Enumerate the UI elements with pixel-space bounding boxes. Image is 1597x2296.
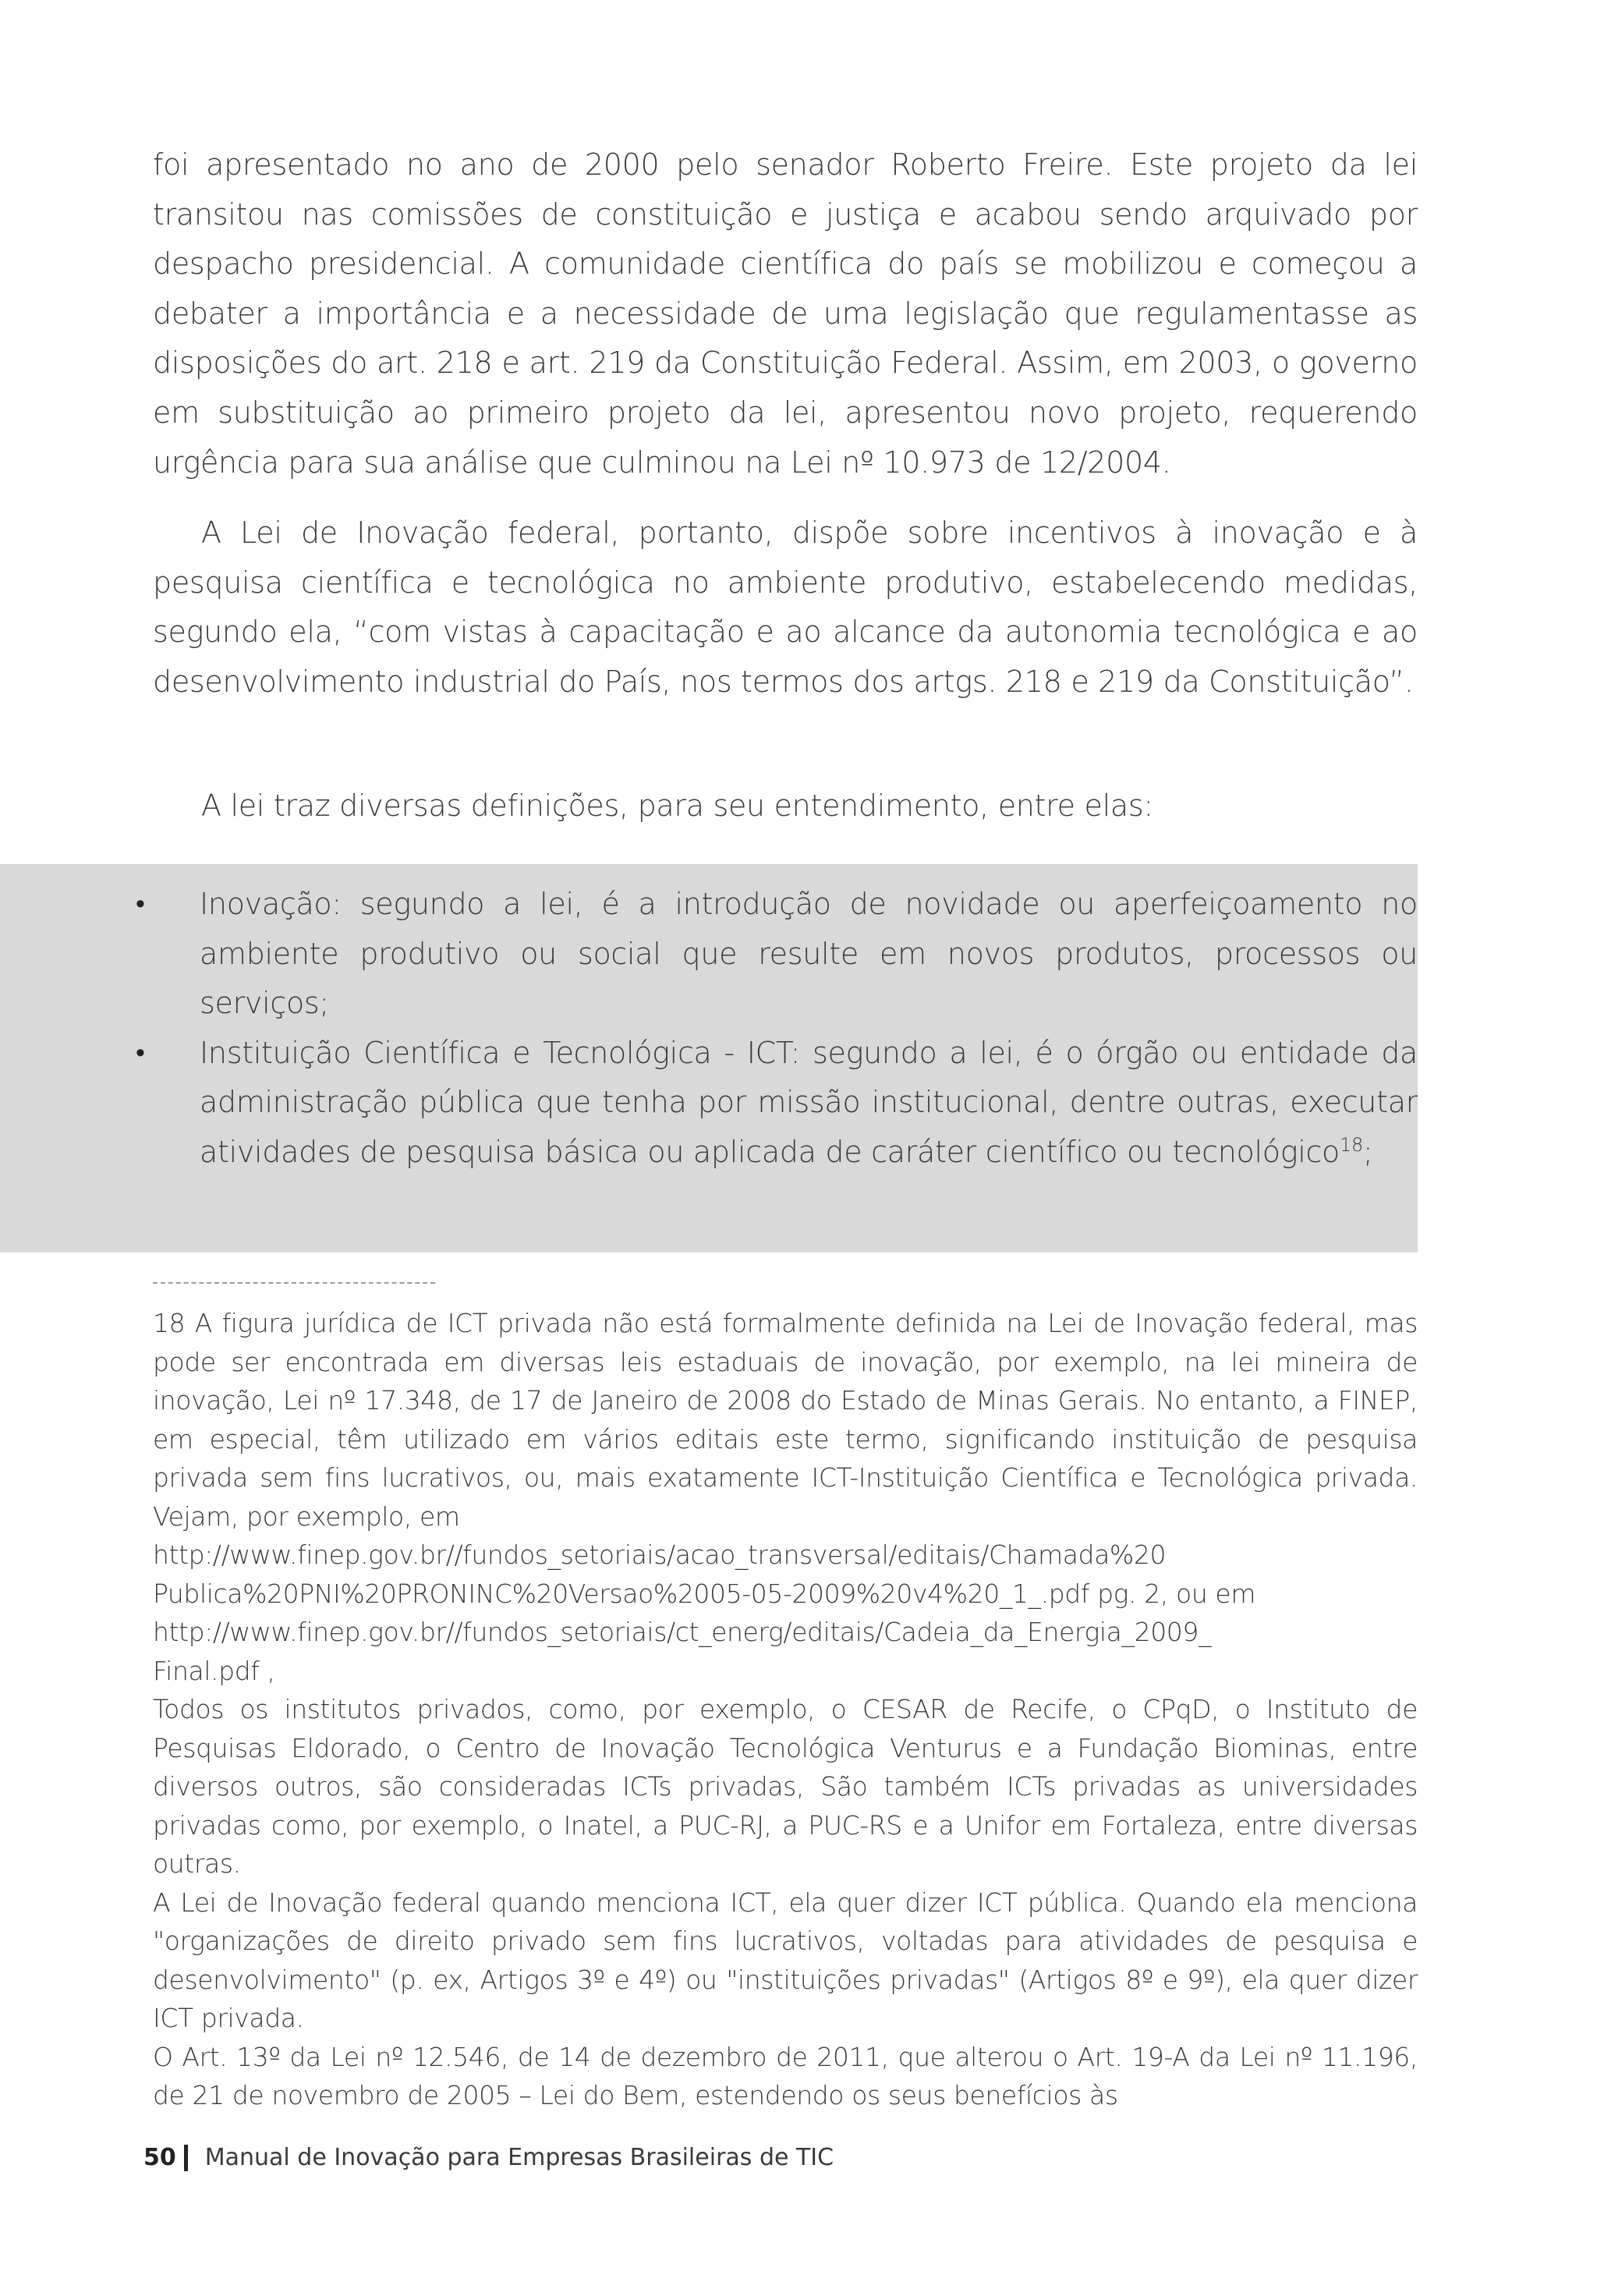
footnote-paragraph-4: O Art. 13º da Lei nº 12.546, de 14 de dezembro de 2011, que alterou o Art. 19-A da Lei nº 11.196, de 21 de novembro de 2005 – Lei do Bem, estendendo os seus benefícios às bbox=[153, 2041, 1418, 2110]
paragraph-text: A lei traz diversas definições, para seu entendimento, entre elas: bbox=[201, 788, 1153, 823]
definition-text: Instituição Científica e Tecnológica - ICT: segundo a lei, é o órgão ou entidade da administração pública que tenha por missão institucional, dentre outras, executar atividades de pesquisa básica ou aplicada de caráter científico ou tecnológico bbox=[200, 1035, 1418, 1169]
paragraph-text: foi apresentado no ano de 2000 pelo senador Roberto Freire. Este projeto da lei transitou nas comissões de constituição e justiça e acabou sendo arquivado por despacho presidencial. A comunidade científica do país se mobilizou e começou a debater a importância e a necessidade de uma legislação que regulamentasse as disposições do art. 218 e art. 219 da Constituição Federal. Assim, em 2003, o governo em substituição ao primeiro projeto da lei, apresentou novo projeto, requerendo urgência para sua análise que culminou na Lei nº 10.973 de 12/2004. bbox=[153, 147, 1418, 480]
definitions-list bbox=[136, 880, 1418, 1178]
paragraph-text: A Lei de Inovação federal, portanto, dispõe sobre incentivos à inovação e à pesquisa científica e tecnológica no ambiente produtivo, estabelecendo medidas, segundo ela, “com vistas à capacitação e ao alcance da autonomia tecnológica e ao desenvolvimento industrial do País, nos termos dos artgs. 218 e 219 da Constituição”. bbox=[153, 516, 1418, 699]
footnote-paragraph-3: A Lei de Inovação federal quando menciona ICT, ela quer dizer ICT pública. Quando ela menciona "organizações de direito privado sem fins lucrativos, voltadas para atividades de pesquisa e desenvolvimento" (p. ex, Artigos 3º e 4º) ou "instituições privadas" (Artigos 8º e 9º), ela quer dizer ICT privada. bbox=[153, 1887, 1418, 2033]
footnote-block bbox=[153, 1304, 1418, 2115]
footnote-link-2-line-2[interactable]: Final.pdf , bbox=[153, 1655, 275, 1686]
footnote-paragraph-2: Todos os institutos privados, como, por exemplo, o CESAR de Recife, o CPqD, o Instituto de Pesquisas Eldorado, o Centro de Inovação Tecnológica Venturus e a Fundação Biominas, entre diversos outros, são consideradas ICTs privadas, São também ICTs privadas as universidades privadas como, por exemplo, o Inatel, a PUC-RJ, a PUC-RS e a Unifor em Fortaleza, entre diversas outras. bbox=[153, 1694, 1418, 1879]
body-paragraph-2 bbox=[153, 508, 1418, 707]
body-paragraph-3 bbox=[153, 781, 1418, 831]
definition-item-ict bbox=[136, 1029, 1418, 1178]
footnote-link-1-line-2[interactable]: Publica%20PNI%20PRONINC%20Versao%2005-05-2009%20v4%20_1_.pdf pg. 2, ou em bbox=[153, 1578, 1256, 1609]
footnote-link-2-line-1[interactable]: http://www.finep.gov.br//fundos_setoriais/ct_energ/editais/Cadeia_da_Energia_2009_ bbox=[153, 1617, 1212, 1647]
definitions-callout-box bbox=[0, 864, 1418, 1253]
footnote-reference[interactable]: 18 bbox=[1340, 1133, 1363, 1156]
footnote-divider bbox=[153, 1282, 435, 1284]
bullet-icon: • bbox=[136, 1036, 145, 1068]
definition-terminator: ; bbox=[1362, 1134, 1373, 1169]
publication-title: Manual de Inovação para Empresas Brasileiras de TIC bbox=[204, 2144, 834, 2171]
footer-separator bbox=[184, 2145, 188, 2171]
footnote-link-1-line-1[interactable]: http://www.finep.gov.br//fundos_setoriais/acao_transversal/editais/Chamada%20 bbox=[153, 1540, 1167, 1570]
footnote-paragraph-1: 18 A figura jurídica de ICT privada não está formalmente definida na Lei de Inovação federal, mas pode ser encontrada em diversas leis estaduais de inovação, por exemplo, na lei mineira de inovação, Lei nº 17.348, de 17 de Janeiro de 2008 do Estado de Minas Gerais. No entanto, a FINEP, em especial, têm utilizado em vários editais este termo, significando instituição de pesquisa privada sem fins lucrativos, ou, mais exatamente ICT-Instituição Científica e Tecnológica privada. Vejam, por exemplo, em bbox=[153, 1308, 1418, 1532]
page-number: 50 bbox=[143, 2144, 176, 2171]
definition-item-inovacao bbox=[136, 880, 1418, 1029]
page-footer bbox=[143, 2144, 834, 2171]
bullet-icon: • bbox=[136, 888, 145, 919]
definition-text: Inovação: segundo a lei, é a introdução de novidade ou aperfeiçoamento no ambiente produtivo ou social que resulte em novos produtos, processos ou serviços; bbox=[200, 887, 1418, 1021]
body-paragraph-1 bbox=[153, 140, 1418, 487]
